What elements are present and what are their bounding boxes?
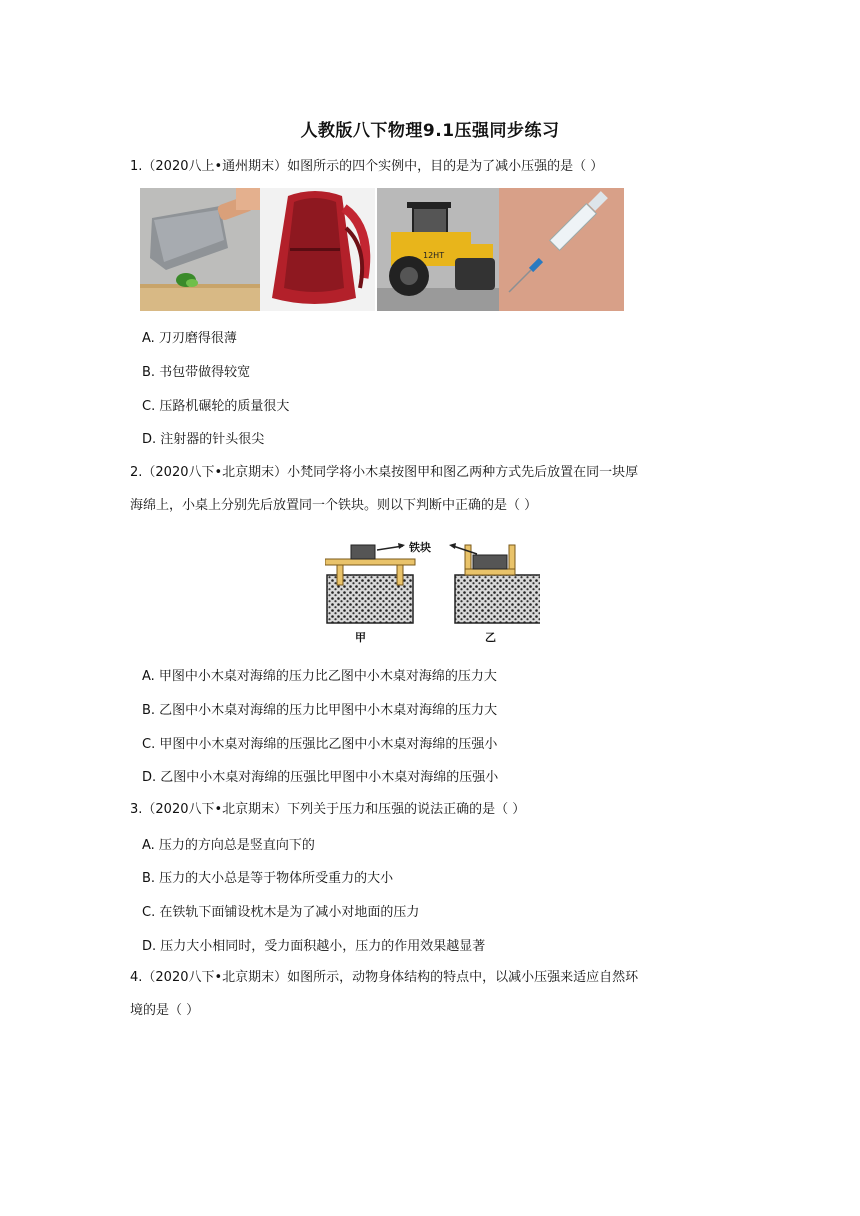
q2-option-d: D. 乙图中小木桌对海绵的压强比甲图中小木桌对海绵的压强小 bbox=[142, 770, 499, 785]
knife-photo bbox=[140, 188, 260, 311]
q3-option-b: B. 压力的大小总是等于物体所受重力的大小 bbox=[142, 871, 394, 886]
road-roller-photo bbox=[377, 188, 499, 311]
q1-option-b: B. 书包带做得较宽 bbox=[142, 365, 251, 380]
question-4-stem-line-1: 4.（2020八下•北京期末）如图所示，动物身体结构的特点中，以减小压强来适应自然环 bbox=[130, 970, 639, 985]
syringe-photo bbox=[499, 188, 624, 311]
iron-block-label: 铁块 bbox=[409, 541, 431, 554]
question-3-stem: 3.（2020八下•北京期末）下列关于压力和压强的说法正确的是（ ） bbox=[130, 802, 526, 817]
table-sponge-figure bbox=[325, 537, 540, 649]
figure-label-yi: 乙 bbox=[485, 631, 496, 644]
roller-model-text: 12HT bbox=[423, 251, 445, 260]
q2-option-b: B. 乙图中小木桌对海绵的压力比甲图中小木桌对海绵的压力大 bbox=[142, 703, 498, 718]
question-1-stem: 1.（2020八上•通州期末）如图所示的四个实例中，目的是为了减小压强的是（ ） bbox=[130, 159, 604, 174]
q3-option-c: C. 在铁轨下面铺设枕木是为了减小对地面的压力 bbox=[142, 905, 420, 920]
q1-option-a: A. 刀刃磨得很薄 bbox=[142, 331, 237, 346]
question-4-stem-line-2: 境的是（ ） bbox=[130, 1003, 200, 1018]
q1-option-c: C. 压路机碾轮的质量很大 bbox=[142, 399, 290, 414]
backpack-photo bbox=[260, 188, 375, 311]
page-title: 人教版八下物理9.1压强同步练习 bbox=[300, 121, 560, 141]
q1-option-d: D. 注射器的针头很尖 bbox=[142, 432, 265, 447]
q3-option-d: D. 压力大小相同时，受力面积越小，压力的作用效果越显著 bbox=[142, 939, 486, 954]
q2-option-a: A. 甲图中小木桌对海绵的压力比乙图中小木桌对海绵的压力大 bbox=[142, 669, 497, 684]
q2-option-c: C. 甲图中小木桌对海绵的压强比乙图中小木桌对海绵的压强小 bbox=[142, 737, 498, 752]
question-2-stem-line-2: 海绵上，小桌上分别先后放置同一个铁块。则以下判断中正确的是（ ） bbox=[130, 498, 538, 513]
figure-label-jia: 甲 bbox=[355, 631, 366, 644]
q3-option-a: A. 压力的方向总是竖直向下的 bbox=[142, 838, 315, 853]
question-2-stem-line-1: 2.（2020八下•北京期末）小梵同学将小木桌按图甲和图乙两种方式先后放置在同一块厚 bbox=[130, 465, 639, 480]
